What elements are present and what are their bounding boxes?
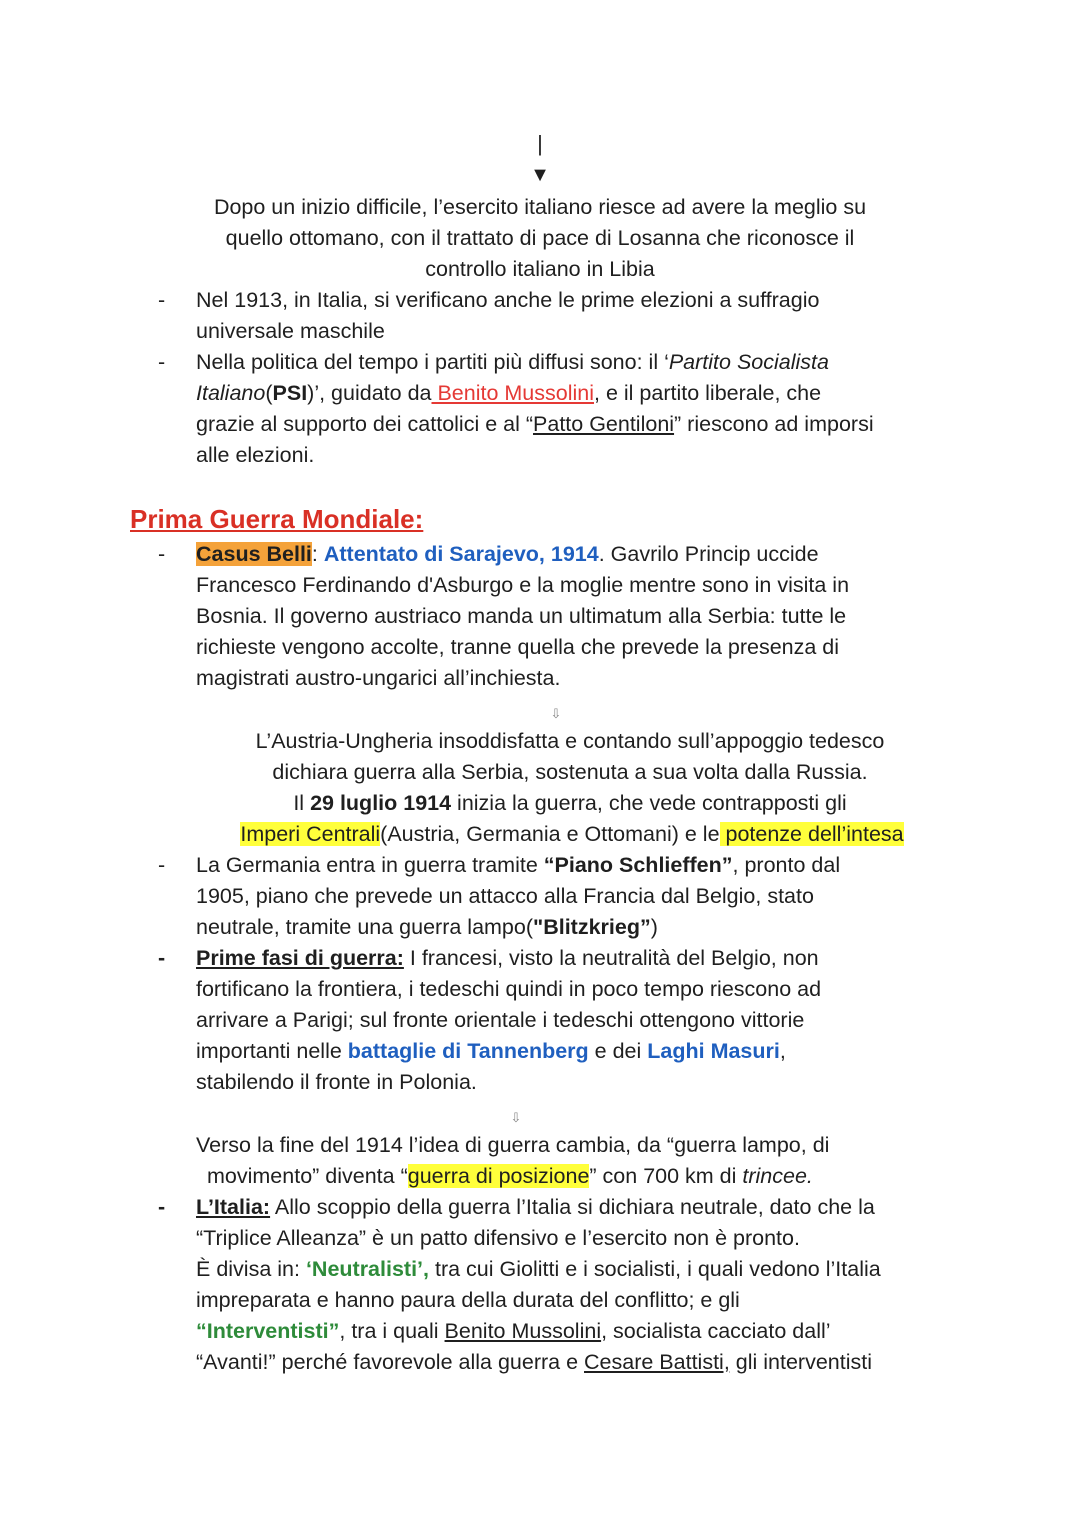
text-run: Il [293, 791, 311, 815]
text-run: È divisa in: [196, 1257, 306, 1281]
bullet-line [196, 1036, 786, 1067]
highlight-yellow: Imperi Centrali [240, 822, 381, 846]
bullet-dash: - [158, 542, 166, 566]
text-run: ” con 700 km di [589, 1164, 743, 1188]
flow-arrow-bar: | [537, 131, 543, 156]
bullet-line [196, 347, 829, 378]
green-bold-run: “Interventisti” [196, 1319, 340, 1343]
text-run: . Gavrilo Princip uccide [598, 542, 819, 566]
bullet-line: arrivare a Parigi; sul fronte orientale i tedeschi ottengono vittorie [196, 1008, 805, 1032]
text-run: )’, guidato da [307, 381, 432, 405]
bullet-dash: - [158, 1195, 166, 1219]
bullet-line: 1905, piano che prevede un attacco alla Francia dal Belgio, stato [196, 884, 814, 908]
bullet-line [196, 1316, 831, 1347]
text-run: La Germania entra in guerra tramite [196, 853, 544, 877]
text-run: , tra i quali [339, 1319, 445, 1343]
bullet-line [196, 409, 874, 440]
text-run: , pronto dal [732, 853, 841, 877]
italic-run: trincee. [742, 1164, 813, 1188]
highlight-yellow: guerra di posizione [407, 1164, 590, 1188]
bullet-line [196, 1192, 875, 1223]
down-arrow-icon: ⇩ [550, 706, 562, 721]
paragraph-line: quello ottomano, con il trattato di pace di Losanna che riconosce il [225, 226, 855, 250]
text-run: “Avanti!” perché favorevole alla guerra e [196, 1350, 585, 1374]
text-run: I francesi, visto la neutralità del Belgio, non [403, 946, 819, 970]
bullet-line: alle elezioni. [196, 443, 315, 467]
blue-bold-run: battaglie di Tannenberg [347, 1039, 589, 1063]
bullet-dash: - [158, 946, 166, 970]
italic-run: Partito Socialista [668, 350, 829, 374]
link-benito-mussolini[interactable]: Benito Mussolini [431, 381, 595, 405]
down-arrow-icon: ⇩ [510, 1110, 522, 1125]
text-run: , [779, 1039, 786, 1063]
paragraph-line: Dopo un inizio difficile, l’esercito italiano riesce ad avere la meglio su [213, 195, 867, 219]
text-run: Allo scoppio della guerra l’Italia si dichiara neutrale, dato che la [270, 1195, 875, 1219]
paragraph-line: controllo italiano in Libia [425, 257, 655, 281]
paragraph-line [30, 788, 1080, 819]
text-run: neutrale, tramite una guerra lampo( [196, 915, 534, 939]
flow-arrow-head-icon: ▼ [530, 164, 550, 186]
text-run: movimento” diventa “ [207, 1164, 408, 1188]
bold-run: PSI [272, 381, 308, 405]
blue-bold-run: Attentato di Sarajevo, 1914 [323, 542, 599, 566]
text-run: , socialista cacciato dall’ [601, 1319, 831, 1343]
bold-run: "Blitzkrieg” [533, 915, 651, 939]
text-run: gli interventisti [729, 1350, 872, 1374]
underlined-run: Patto Gentiloni [533, 412, 675, 436]
bullet-line [196, 943, 819, 974]
paragraph-line: L’Austria-Ungheria insoddisfatta e contando sull’appoggio tedesco [255, 729, 885, 753]
paragraph-line [32, 819, 1080, 850]
text-run: grazie al supporto dei cattolici e al “ [196, 412, 534, 436]
paragraph-line [207, 1161, 813, 1192]
bullet-line [196, 850, 840, 881]
text-run: tra cui Giolitti e i socialisti, i quali vedono l’Italia [429, 1257, 881, 1281]
bullet-line [196, 378, 821, 409]
paragraph-line: dichiara guerra alla Serbia, sostenuta a sua volta dalla Russia. [272, 760, 868, 784]
bullet-line [196, 1254, 881, 1285]
bold-run: “Piano Schlieffen” [543, 853, 733, 877]
highlight-yellow: potenze dell’intesa [719, 822, 904, 846]
bullet-dash: - [158, 288, 166, 312]
italic-run: Italiano [196, 381, 266, 405]
highlight-orange: Casus Belli [196, 542, 312, 566]
bullet-line [196, 912, 658, 943]
bullet-line: richieste vengono accolte, tranne quella che prevede la presenza di [196, 635, 840, 659]
text-run: e dei [588, 1039, 648, 1063]
bullet-dash: - [158, 853, 166, 877]
text-run: importanti nelle [196, 1039, 348, 1063]
bullet-line: stabilendo il fronte in Polonia. [196, 1070, 477, 1094]
bullet-line: Bosnia. Il governo austriaco manda un ultimatum alla Serbia: tutte le [196, 604, 847, 628]
text-run: (Austria, Germania e Ottomani) e le [380, 822, 720, 846]
paragraph-line: Verso la fine del 1914 l’idea di guerra cambia, da “guerra lampo, di [196, 1133, 830, 1157]
text-run: ( [265, 381, 273, 405]
text-run: ” riescono ad imporsi [674, 412, 874, 436]
bullet-line: Nel 1913, in Italia, si verificano anche le prime elezioni a suffragio [196, 288, 820, 312]
bold-underlined-run: L’Italia: [196, 1195, 271, 1219]
bullet-line [196, 1347, 872, 1378]
bold-run: 29 luglio 1914 [310, 791, 452, 815]
text-run: ) [650, 915, 658, 939]
bullet-line: magistrati austro-ungarici all’inchiesta. [196, 666, 561, 690]
green-bold-run: ‘Neutralisti’, [305, 1257, 429, 1281]
blue-bold-run: Laghi Masuri [647, 1039, 780, 1063]
text-run: , e il partito liberale, che [594, 381, 822, 405]
bullet-line [196, 539, 819, 570]
text-run: Nella politica del tempo i partiti più diffusi sono: il ‘ [196, 350, 669, 374]
bold-underlined-run: Prime fasi di guerra: [196, 946, 404, 970]
bullet-dash: - [158, 350, 166, 374]
underlined-run: Benito Mussolini [444, 1319, 602, 1343]
bullet-line: universale maschile [196, 319, 385, 343]
bullet-line: impreparata e hanno paura della durata del conflitto; e gli [196, 1288, 740, 1312]
bullet-line: Francesco Ferdinando d'Asburgo e la moglie mentre sono in visita in [196, 573, 850, 597]
section-title: Prima Guerra Mondiale: [130, 504, 424, 534]
text-run: inizia la guerra, che vede contrapposti gli [451, 791, 847, 815]
bullet-line: “Triplice Alleanza” è un patto difensivo e l’esercito non è pronto. [196, 1226, 800, 1250]
text-run: : [311, 542, 324, 566]
bullet-line: fortificano la frontiera, i tedeschi quindi in poco tempo riescono ad [196, 977, 822, 1001]
underlined-run: Cesare Battisti, [584, 1350, 730, 1374]
